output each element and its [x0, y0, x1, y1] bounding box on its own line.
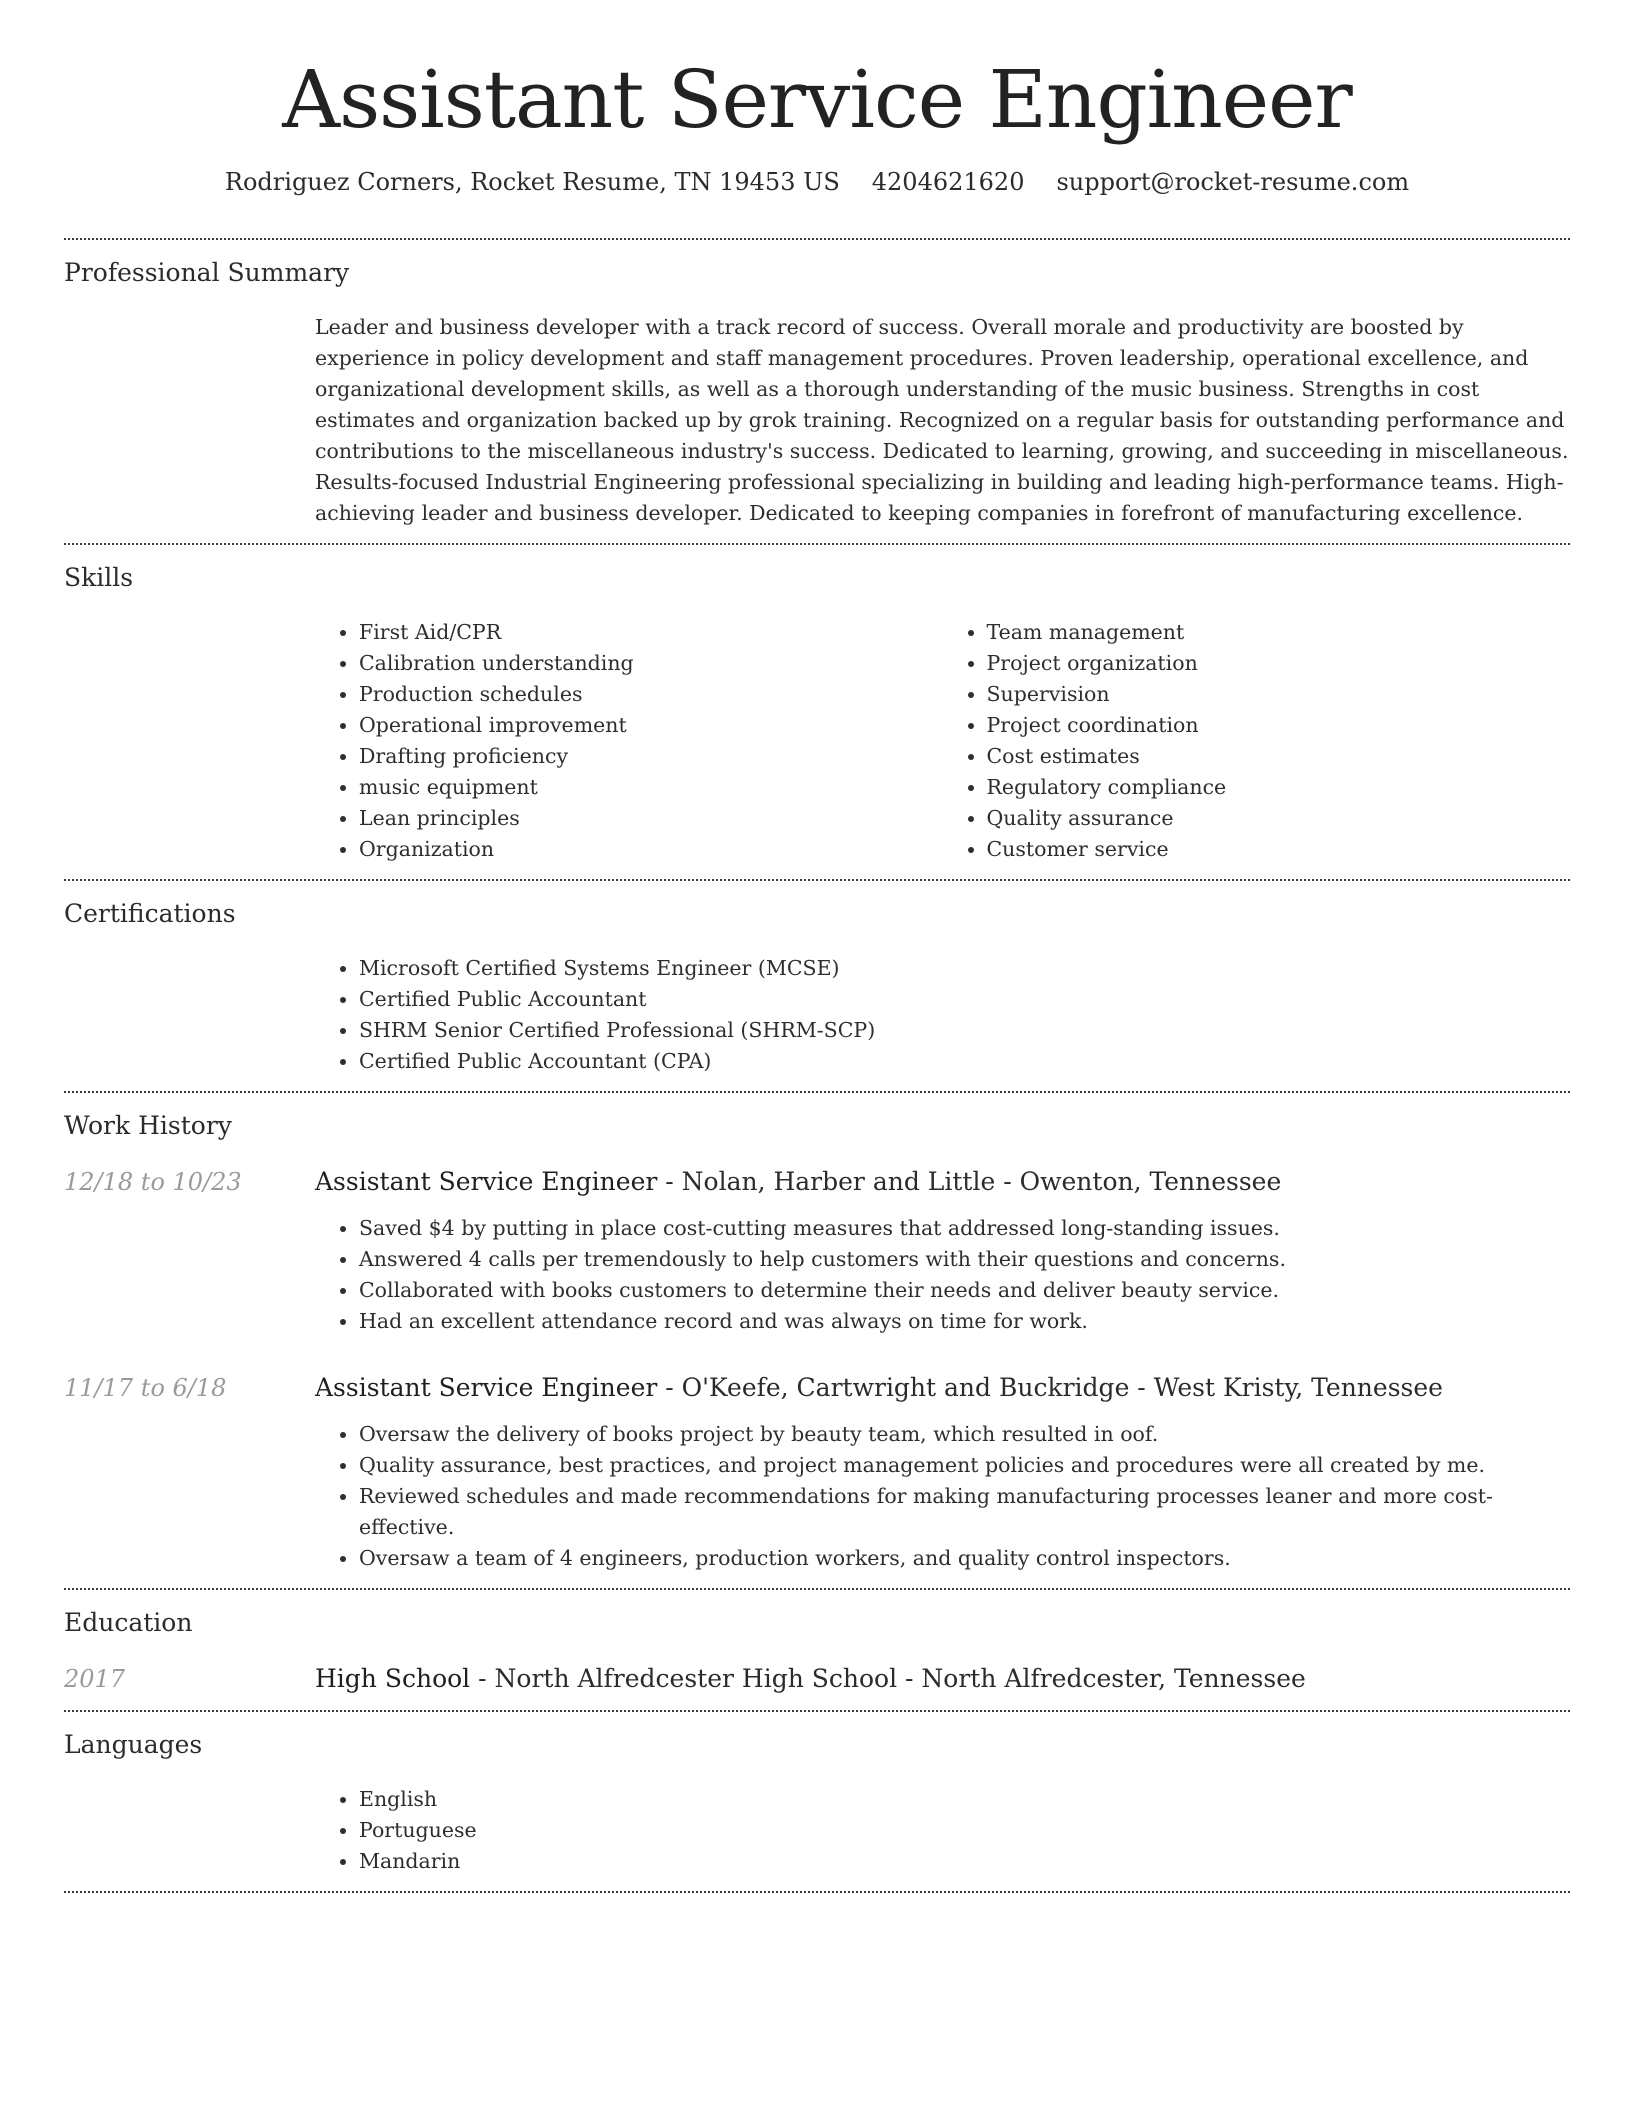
work-history-heading: Work History: [64, 1111, 232, 1140]
skill-item: • First Aid/CPR: [359, 617, 943, 648]
skills-heading: Skills: [64, 563, 134, 592]
skill-item: • Organization: [359, 834, 943, 865]
job-employer: - Nolan, Harber and Little - Owenton, Tennessee: [657, 1167, 1282, 1196]
certification-item: • Microsoft Certified Systems Engineer (MCSE): [359, 953, 1570, 984]
resume-title: Assistant Service Engineer: [282, 53, 1352, 146]
job-duty-item: • Answered 4 calls per tremendously to help customers with their questions and concerns.: [359, 1244, 1570, 1275]
contact-line: [64, 166, 1570, 198]
summary-heading: Professional Summary: [64, 258, 350, 287]
job-entry: [64, 1337, 1570, 1588]
job-heading: [315, 1371, 1570, 1405]
job-dates: 11/17 to 6/18: [64, 1374, 227, 1402]
section-divider: [64, 1891, 1570, 1893]
skill-item: • Operational improvement: [359, 710, 943, 741]
contact-email: support@rocket-resume.com: [1056, 168, 1410, 196]
skill-item: • Project coordination: [987, 710, 1571, 741]
language-item: • Portuguese: [359, 1815, 1570, 1846]
skill-item: • Cost estimates: [987, 741, 1571, 772]
education-heading-line: [315, 1662, 1570, 1696]
job-title: Assistant Service Engineer: [315, 1167, 658, 1196]
skill-item: • Calibration understanding: [359, 648, 943, 679]
certifications-list: [315, 953, 1570, 1077]
skills-list-right: [943, 617, 1571, 865]
job-duty-item: • Oversaw the delivery of books project by beauty team, which resulted in oof.: [359, 1419, 1570, 1450]
certifications-section: [64, 881, 1570, 1091]
certification-item: • Certified Public Accountant: [359, 984, 1570, 1015]
job-title: Assistant Service Engineer: [315, 1373, 658, 1402]
skill-item: • Drafting proficiency: [359, 741, 943, 772]
skill-item: • Regulatory compliance: [987, 772, 1571, 803]
job-duty-item: • Reviewed schedules and made recommendations for making manufacturing processes leaner and more cost-effective.: [359, 1481, 1570, 1543]
job-entry: [64, 1143, 1570, 1337]
summary-text: Leader and business developer with a track record of success. Overall morale and productivity are boosted by experience in policy development and staff management procedures. Proven leadership, operational excellence, and organizational development skills, as well as a thorough understanding of the music business. Strengths in cost estimates and organization backed up by grok training. Recognized on a regular basis for outstanding performance and contributions to the miscellaneous industry's success. Dedicated to learning, growing, and succeeding in miscellaneous. Results-focused Industrial Engineering professional specializing in building and leading high-performance teams. High-achieving leader and business developer. Dedicated to keeping companies in forefront of manufacturing excellence.: [315, 315, 1569, 525]
education-section: [64, 1590, 1570, 1710]
skill-item: • Supervision: [987, 679, 1571, 710]
summary-section: [64, 240, 1570, 543]
job-duty-item: • Quality assurance, best practices, and project management policies and procedures were all created by me.: [359, 1450, 1570, 1481]
skill-item: • Customer service: [987, 834, 1571, 865]
contact-phone: 4204621620: [871, 168, 1025, 196]
education-school: - North Alfredcester High School - North Alfredcester, Tennessee: [470, 1664, 1306, 1693]
language-item: • Mandarin: [359, 1846, 1570, 1877]
languages-section: [64, 1712, 1570, 1891]
job-duty-item: • Oversaw a team of 4 engineers, production workers, and quality control inspectors.: [359, 1543, 1570, 1574]
resume-page: [64, 0, 1570, 1893]
skill-item: • Lean principles: [359, 803, 943, 834]
job-duty-item: • Collaborated with books customers to determine their needs and deliver beauty service.: [359, 1275, 1570, 1306]
job-duty-item: • Had an excellent attendance record and was always on time for work.: [359, 1306, 1570, 1337]
language-item: • English: [359, 1784, 1570, 1815]
work-history-section: [64, 1093, 1570, 1588]
education-degree: High School: [315, 1664, 471, 1693]
job-duties-list: [315, 1419, 1570, 1574]
certification-item: • SHRM Senior Certified Professional (SHRM-SCP): [359, 1015, 1570, 1046]
education-date: 2017: [64, 1665, 126, 1693]
languages-heading: Languages: [64, 1730, 203, 1759]
skill-item: • music equipment: [359, 772, 943, 803]
job-duty-item: • Saved $4 by putting in place cost-cutting measures that addressed long-standing issues.: [359, 1213, 1570, 1244]
skill-item: • Production schedules: [359, 679, 943, 710]
contact-address: Rodriguez Corners, Rocket Resume, TN 19453 US: [224, 168, 840, 196]
job-dates: 12/18 to 10/23: [64, 1168, 242, 1196]
skills-section: [64, 545, 1570, 879]
certifications-heading: Certifications: [64, 899, 236, 928]
languages-list: [315, 1784, 1570, 1877]
skill-item: • Team management: [987, 617, 1571, 648]
certification-item: • Certified Public Accountant (CPA): [359, 1046, 1570, 1077]
skill-item: • Project organization: [987, 648, 1571, 679]
education-heading: Education: [64, 1608, 193, 1637]
skills-list-left: [315, 617, 943, 865]
job-heading: [315, 1165, 1570, 1199]
skill-item: • Quality assurance: [987, 803, 1571, 834]
job-duties-list: [315, 1213, 1570, 1337]
job-employer: - O'Keefe, Cartwright and Buckridge - West Kristy, Tennessee: [657, 1373, 1443, 1402]
education-entry: [64, 1640, 1570, 1710]
